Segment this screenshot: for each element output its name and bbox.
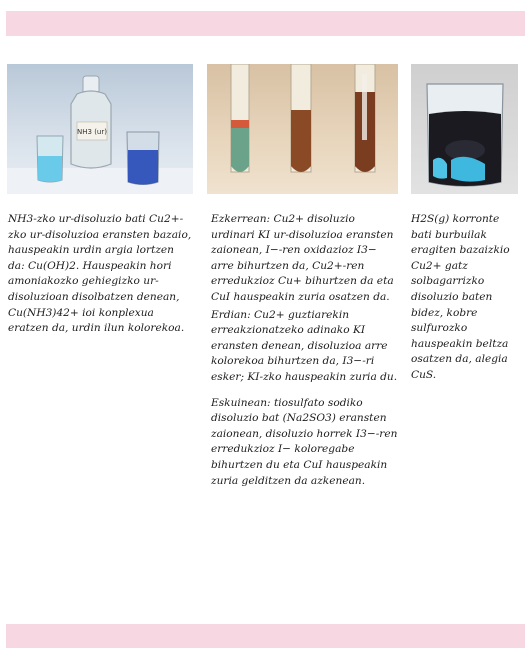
caption-ammonia: NH3-zko ur-disoluzio bati Cu2+-zko ur-disoluzioa eransten bazaio, hauspeakin urdin argia lortzen da: Cu(OH)2. Hauspeakin hori amoniakozko gehiegizko ur-disoluzioan disolbatzen denean, Cu(NH3)42+ ioi konplexua eratzen da, urdin ilun kolorekoa.	[8, 213, 192, 335]
top-pink-band	[6, 11, 525, 36]
caption-column-right	[411, 212, 519, 394]
caption-column-left	[8, 212, 194, 347]
bottom-pink-band	[6, 624, 525, 648]
photo-test-tubes	[207, 64, 398, 194]
ammonia-beakers-illustration	[7, 64, 193, 194]
photo-black-precipitate	[411, 64, 518, 194]
bottle-label: NH3 (ur)	[77, 128, 107, 136]
caption-test-tube-left: Ezkerrean: Cu2+ disoluzio urdinari KI ur-disoluzioa eransten zaionean, I−-ren oxidazioz I3− arre bihurtzen da, Cu2+-ren erredukzioz Cu+ bihurtzen da eta CuI hauspeakin zuria osatzen da.	[211, 213, 394, 303]
caption-hydrogen-sulfide: H2S(g) korronte bati burbuilak eragiten bazaizkio Cu2+ gatz solbagarrizko disoluzio baten bidez, kobre sulfurozko hauspeakin beltza osatzen da, alegia CuS.	[411, 213, 510, 381]
caption-test-tube-center: Erdian: Cu2+ guztiarekin erreakzionatzeko adinako KI eransten denean, disoluzioa arre kolorekoa bihurtzen da, I3−-ri esker; KI-zko hauspeakin zuria du.	[211, 308, 398, 383]
test-tubes-illustration	[207, 64, 398, 194]
caption-test-tube-right: Eskuinean: tiosulfato sodiko disoluzio bat (Na2SO3) eransten zaionean, disoluzio horrek I3−-ren erredukzioz I− koloregabe bihurtzen du eta CuI hauspeakin zuria gelditzen da azkenean.	[211, 396, 398, 487]
black-precipitate-illustration	[411, 64, 518, 194]
caption-column-middle	[211, 212, 401, 499]
photo-ammonia-beakers	[7, 64, 193, 194]
